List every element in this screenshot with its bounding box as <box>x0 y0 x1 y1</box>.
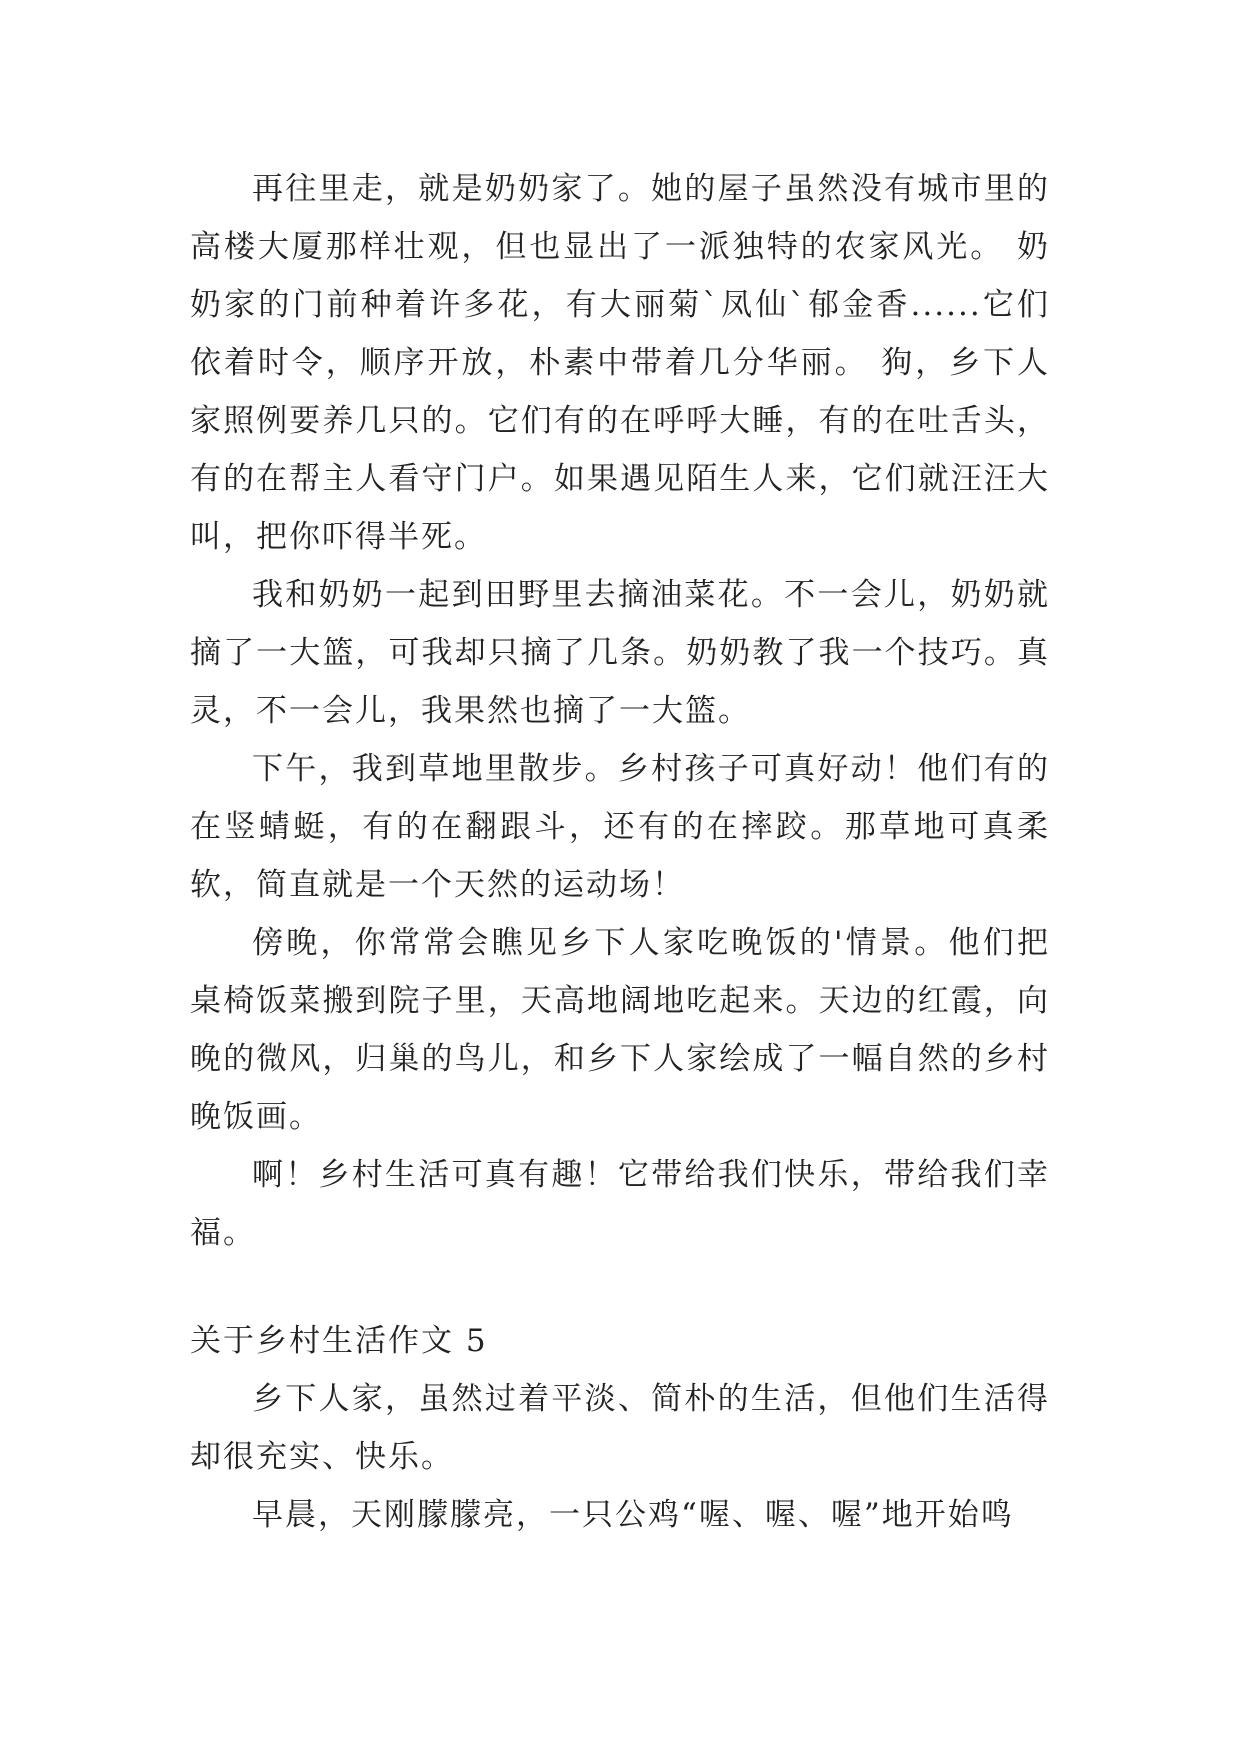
paragraph-intro: 乡下人家，虽然过着平淡、简朴的生活，但他们生活得却很充实、快乐。 <box>190 1381 1050 1475</box>
paragraph-evening-dinner: 傍晚，你常常会瞧见乡下人家吃晚饭的'情景。他们把桌椅饭菜搬到院子里，天高地阔地吃起来。天边的红霞，向晚的微风，归巢的鸟儿，和乡下人家绘成了一幅自然的乡村晚饭画。 <box>190 925 1050 1135</box>
paragraph-conclusion: 啊！乡村生活可真有趣！它带给我们快乐，带给我们幸福。 <box>190 1157 1050 1251</box>
paragraph-rapeseed-flowers: 我和奶奶一起到田野里去摘油菜花。不一会儿，奶奶就摘了一大篮，可我却只摘了几条。奶奶教了我一个技巧。真灵，不一会儿，我果然也摘了一大篮。 <box>190 577 1050 729</box>
essay-heading: 关于乡村生活作文 5 <box>190 1323 488 1359</box>
paragraph-grandma-house: 再往里走，就是奶奶家了。她的屋子虽然没有城市里的高楼大厦那样壮观，但也显出了一派独特的农家风光。 奶奶家的门前种着许多花，有大丽菊`凤仙`郁金香......它们依着时令，顺序开放，朴素中带着几分华丽。 狗，乡下人家照例要养几只的。它们有的在呼呼大睡，有的在吐舌头，有的在帮主人看守门户。如果遇见陌生人来，它们就汪汪大叫，把你吓得半死。 <box>190 171 1050 555</box>
paragraph-afternoon-walk: 下午，我到草地里散步。乡村孩子可真好动！他们有的在竖蜻蜓，有的在翻跟斗，还有的在摔跤。那草地可真柔软，简直就是一个天然的运动场！ <box>190 751 1050 903</box>
document-body <box>190 160 1050 1544</box>
paragraph-morning: 早晨，天刚朦朦亮，一只公鸡“喔、喔、喔”地开始鸣 <box>252 1497 1014 1533</box>
